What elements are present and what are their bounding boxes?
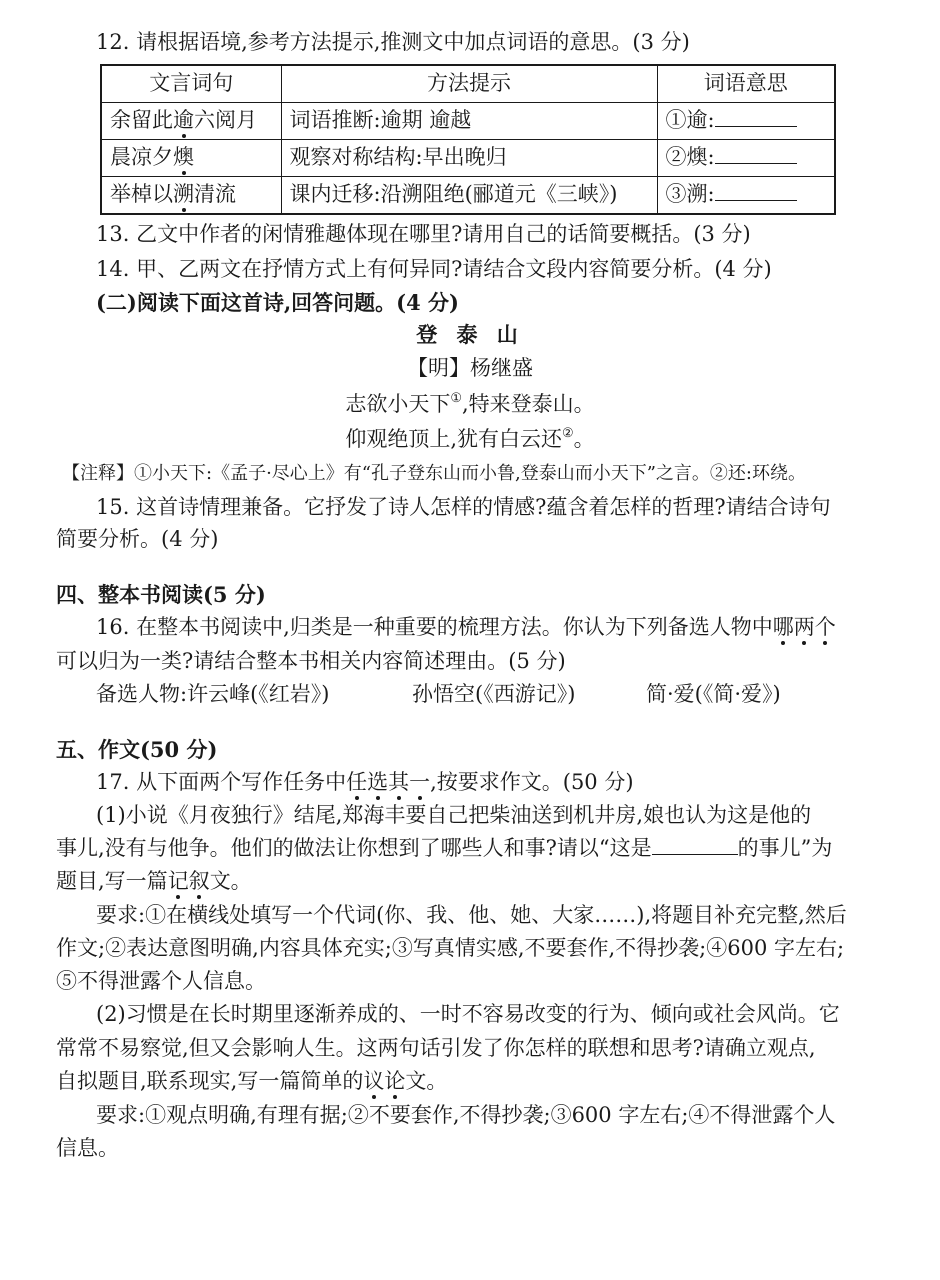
poem-line-2: 仰观绝顶上,犹有白云还②。 [345,426,595,451]
task1-line-2: 事儿,没有与他争。他们的做法让你想到了哪些人和事?请以“这是 的事儿”为 [56,836,833,860]
method-hint: 课内迁移:沿溯阻绝(郦道元《三峡》) [281,177,657,215]
q15-line-1: 15. 这首诗情理兼备。它抒发了诗人怎样的情感?蕴含着怎样的哲理?请结合诗句 [96,495,831,519]
requirements-1-line-1: 要求:①在横线处填写一个代词(你、我、他、她、大家……),将题目补充完整,然后 [96,903,847,927]
method-hint: 观察对称结构:早出晚归 [281,140,657,177]
poem-title: 登 泰 山 [416,322,524,347]
q15-line-2: 简要分析。(4 分) [56,527,219,551]
requirements-2-line-1: 要求:①观点明确,有理有据;②不要套作,不得抄袭;③600 字左右;④不得泄露个人 [96,1103,836,1127]
answer-blank[interactable] [715,112,797,127]
requirements-1-line-3: ⑤不得泄露个人信息。 [56,969,266,993]
meaning-cell: ①逾: [657,103,835,140]
q13-text: 13. 乙文中作者的闲情雅趣体现在哪里?请用自己的话简要概括。(3 分) [96,222,751,246]
q12-text: 12. 请根据语境,参考方法提示,推测文中加点词语的意思。(3 分) [96,30,690,54]
poem-line-1: 志欲小天下①,特来登泰山。 [345,391,595,416]
q17-line: 17. 从下面两个写作任务中任选其一,按要求作文。(50 分) [96,770,634,794]
table-row [101,177,835,215]
section5-heading: 五、作文(50 分) [56,737,218,762]
task2-line-2: 常常不易察觉,但又会影响人生。这两句话引发了你怎样的联想和思考?请确立观点, [56,1036,816,1060]
answer-blank[interactable] [715,149,797,164]
dotted-word: 燠 [173,145,194,170]
method-hint: 词语推断:逾期 逾越 [281,103,657,140]
q14-text: 14. 甲、乙两文在抒情方式上有何异同?请结合文段内容简要分析。(4 分) [96,257,772,281]
classical-sentence: 晨凉夕燠 [101,140,281,177]
candidate-2: 孙悟空(《西游记》) [412,682,576,706]
requirements-1-line-2: 作文;②表达意图明确,内容具体充实;③写真情实感,不要套作,不得抄袭;④600 字左右; [56,936,845,960]
requirements-2-line-2: 信息。 [56,1136,119,1160]
table-row [101,140,835,177]
table-row [101,103,835,140]
vocab-table [100,64,836,215]
vocab-table-header [101,65,835,103]
task1-line-3: 题目,写一篇记叙文。 [56,869,252,893]
title-blank[interactable] [652,840,738,855]
footnote-mark: ① [450,391,462,406]
poem-author: 【明】杨继盛 [407,356,533,380]
section4-heading: 四、整本书阅读(5 分) [56,582,266,607]
q16-line-2: 可以归为一类?请结合整本书相关内容简述理由。(5 分) [56,649,566,673]
candidate-3: 简·爱(《简·爱》) [646,682,781,706]
task1-line-1: (1)小说《月夜独行》结尾,郑海丰要自己把柴油送到机井房,娘也认为这是他的 [96,803,812,827]
task2-line-1: (2)习惯是在长时期里逐渐养成的、一时不容易改变的行为、倾向或社会风尚。它 [96,1002,840,1026]
poem-note: 【注释】①小天下:《孟子·尽心上》有“孔子登东山而小鲁,登泰山而小天下”之言。②还:环绕。 [62,463,806,484]
dotted-word: 逾 [173,108,194,133]
table-header-cell: 方法提示 [281,65,657,103]
meaning-cell: ②燠: [657,140,835,177]
meaning-cell: ③溯: [657,177,835,215]
answer-blank[interactable] [715,186,797,201]
q16-line-1: 16. 在整本书阅读中,归类是一种重要的梳理方法。你认为下列备选人物中哪两个 [96,615,836,639]
table-header-cell: 文言词句 [101,65,281,103]
dotted-word: 溯 [173,182,194,207]
candidate-1: 备选人物:许云峰(《红岩》) [96,682,330,706]
task2-line-3: 自拟题目,联系现实,写一篇简单的议论文。 [56,1069,448,1093]
classical-sentence: 余留此逾六阅月 [101,103,281,140]
table-header-cell: 词语意思 [657,65,835,103]
footnote-mark: ② [562,426,574,441]
section2-heading: (二)阅读下面这首诗,回答问题。(4 分) [96,290,459,315]
classical-sentence: 举棹以溯清流 [101,177,281,215]
